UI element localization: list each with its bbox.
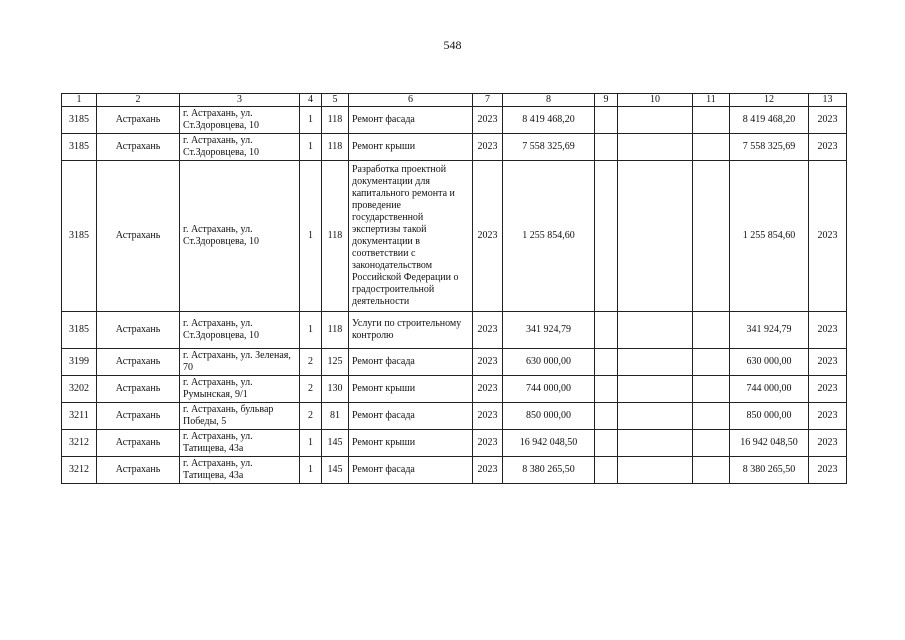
column-header-5: 5 [322,94,349,107]
cell-year: 2023 [473,430,503,457]
cell-total: 744 000,00 [730,376,809,403]
cell-col11 [693,134,730,161]
cell-address: г. Астрахань, ул. Румынская, 9/1 [180,376,300,403]
cell-city: Астрахань [97,376,180,403]
cell-city: Астрахань [97,107,180,134]
cell-address: г. Астрахань, ул. Татищева, 43а [180,430,300,457]
column-header-2: 2 [97,94,180,107]
cell-end-year: 2023 [809,457,847,484]
cell-col4: 2 [300,349,322,376]
cell-total: 630 000,00 [730,349,809,376]
cell-work-type: Ремонт крыши [349,376,473,403]
column-header-8: 8 [503,94,595,107]
column-header-10: 10 [618,94,693,107]
column-header-6: 6 [349,94,473,107]
cell-col9 [595,107,618,134]
cell-col10 [618,403,693,430]
cell-col4: 2 [300,376,322,403]
table-row [62,376,847,403]
column-header-7: 7 [473,94,503,107]
table-row [62,403,847,430]
cell-col9 [595,430,618,457]
cell-end-year: 2023 [809,107,847,134]
cell-col9 [595,161,618,312]
cell-work-type: Ремонт фасада [349,403,473,430]
cell-address: г. Астрахань, ул. Ст.Здоровцева, 10 [180,134,300,161]
cell-col9 [595,376,618,403]
cell-col4: 1 [300,457,322,484]
header-row [62,94,847,107]
table-row [62,134,847,161]
table-row [62,312,847,349]
cell-address: г. Астрахань, ул. Ст.Здоровцева, 10 [180,312,300,349]
cell-col5: 118 [322,161,349,312]
cell-total: 341 924,79 [730,312,809,349]
cell-city: Астрахань [97,312,180,349]
cell-col10 [618,349,693,376]
cell-cost: 744 000,00 [503,376,595,403]
cell-cost: 630 000,00 [503,349,595,376]
cell-work-type: Ремонт фасада [349,349,473,376]
cell-col10 [618,457,693,484]
cell-col10 [618,430,693,457]
cell-id: 3185 [62,312,97,349]
cell-end-year: 2023 [809,134,847,161]
cell-address: г. Астрахань, ул. Ст.Здоровцева, 10 [180,161,300,312]
cell-cost: 16 942 048,50 [503,430,595,457]
column-header-3: 3 [180,94,300,107]
table-row [62,457,847,484]
cell-col11 [693,312,730,349]
cell-work-type: Ремонт фасада [349,457,473,484]
cell-col11 [693,349,730,376]
table-row [62,430,847,457]
cell-cost: 850 000,00 [503,403,595,430]
cell-address: г. Астрахань, ул. Ст.Здоровцева, 10 [180,107,300,134]
cell-work-type: Ремонт крыши [349,134,473,161]
cell-year: 2023 [473,134,503,161]
cell-col11 [693,430,730,457]
cell-year: 2023 [473,376,503,403]
cell-col5: 130 [322,376,349,403]
cell-city: Астрахань [97,349,180,376]
cell-col11 [693,107,730,134]
column-header-4: 4 [300,94,322,107]
cell-work-type: Разработка проектной документации для капитального ремонта и проведение государственной экспертизы такой документации в соответствии с законодательством Российской Федерации о градостроительной деятельности [349,161,473,312]
cell-id: 3199 [62,349,97,376]
table-row [62,107,847,134]
cell-col4: 1 [300,430,322,457]
cell-total: 7 558 325,69 [730,134,809,161]
cell-col10 [618,134,693,161]
repair-registry-table [61,93,847,484]
cell-year: 2023 [473,161,503,312]
cell-col5: 145 [322,457,349,484]
cell-cost: 8 419 468,20 [503,107,595,134]
cell-col10 [618,312,693,349]
cell-end-year: 2023 [809,430,847,457]
cell-col9 [595,134,618,161]
cell-cost: 341 924,79 [503,312,595,349]
cell-id: 3212 [62,430,97,457]
cell-col5: 81 [322,403,349,430]
cell-col4: 1 [300,312,322,349]
cell-col11 [693,376,730,403]
cell-work-type: Ремонт крыши [349,430,473,457]
cell-total: 850 000,00 [730,403,809,430]
cell-work-type: Ремонт фасада [349,107,473,134]
cell-col5: 125 [322,349,349,376]
cell-col4: 1 [300,134,322,161]
cell-year: 2023 [473,349,503,376]
cell-city: Астрахань [97,161,180,312]
cell-col4: 1 [300,161,322,312]
cell-cost: 1 255 854,60 [503,161,595,312]
cell-total: 1 255 854,60 [730,161,809,312]
cell-city: Астрахань [97,430,180,457]
cell-col5: 118 [322,134,349,161]
cell-col9 [595,312,618,349]
cell-year: 2023 [473,403,503,430]
cell-end-year: 2023 [809,161,847,312]
cell-city: Астрахань [97,403,180,430]
cell-total: 8 380 265,50 [730,457,809,484]
cell-col10 [618,161,693,312]
cell-total: 8 419 468,20 [730,107,809,134]
cell-col4: 2 [300,403,322,430]
cell-year: 2023 [473,107,503,134]
cell-col9 [595,349,618,376]
cell-col11 [693,403,730,430]
cell-col5: 145 [322,430,349,457]
cell-col9 [595,403,618,430]
column-header-1: 1 [62,94,97,107]
cell-end-year: 2023 [809,349,847,376]
cell-id: 3202 [62,376,97,403]
cell-cost: 8 380 265,50 [503,457,595,484]
cell-year: 2023 [473,312,503,349]
column-header-12: 12 [730,94,809,107]
cell-col5: 118 [322,107,349,134]
cell-id: 3185 [62,134,97,161]
cell-end-year: 2023 [809,376,847,403]
cell-col10 [618,376,693,403]
cell-id: 3212 [62,457,97,484]
table-row [62,349,847,376]
cell-col11 [693,161,730,312]
cell-city: Астрахань [97,457,180,484]
cell-cost: 7 558 325,69 [503,134,595,161]
column-header-9: 9 [595,94,618,107]
cell-col11 [693,457,730,484]
table-row [62,161,847,312]
cell-id: 3211 [62,403,97,430]
cell-city: Астрахань [97,134,180,161]
cell-col10 [618,107,693,134]
cell-id: 3185 [62,107,97,134]
cell-address: г. Астрахань, ул. Татищева, 43а [180,457,300,484]
cell-total: 16 942 048,50 [730,430,809,457]
cell-end-year: 2023 [809,312,847,349]
page-number: 548 [443,38,462,52]
column-header-11: 11 [693,94,730,107]
cell-year: 2023 [473,457,503,484]
cell-address: г. Астрахань, ул. Зеленая, 70 [180,349,300,376]
cell-col5: 118 [322,312,349,349]
cell-end-year: 2023 [809,403,847,430]
cell-address: г. Астрахань, бульвар Победы, 5 [180,403,300,430]
cell-id: 3185 [62,161,97,312]
column-header-13: 13 [809,94,847,107]
cell-col4: 1 [300,107,322,134]
cell-col9 [595,457,618,484]
cell-work-type: Услуги по строительному контролю [349,312,473,349]
